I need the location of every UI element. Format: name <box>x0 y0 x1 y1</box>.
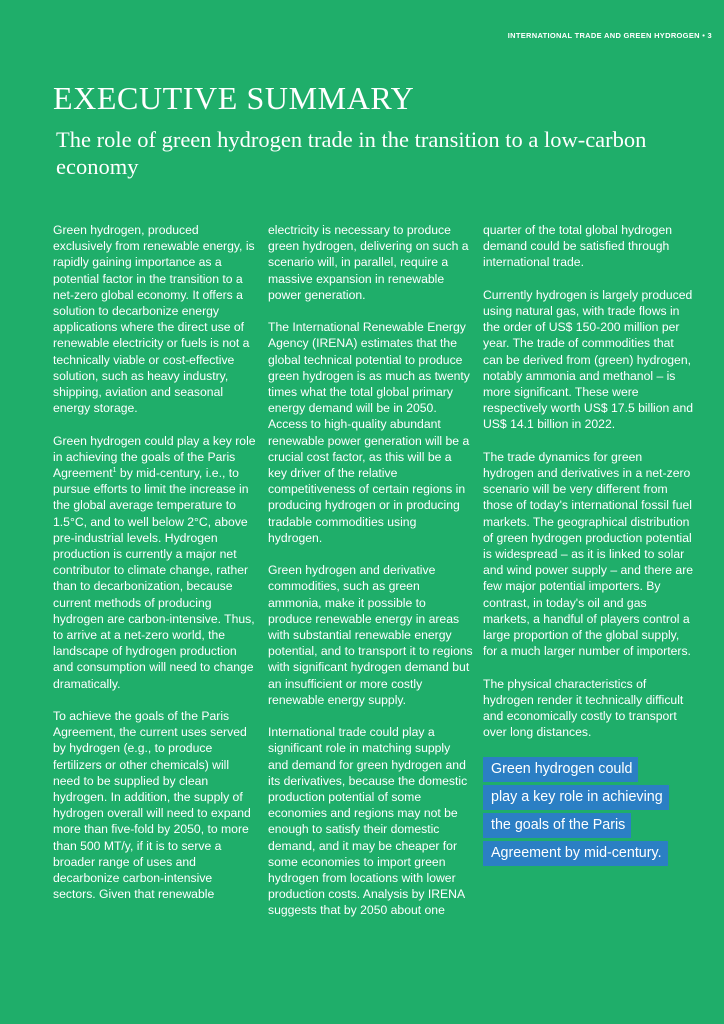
running-header: INTERNATIONAL TRADE AND GREEN HYDROGEN • 3 <box>507 31 712 40</box>
paragraph <box>53 433 258 692</box>
pull-quote-line: Agreement by mid-century. <box>483 841 668 866</box>
paragraph: International trade could play a significant role in matching supply and demand for green hydrogen and its derivatives, because the domestic production potential of some economies and regions may not be enough to satisfy their domestic demand, and it may be cheaper for some economies to import green hydrogen from locations with lower production costs. Analysis by IRENA suggests that by 2050 about one <box>268 725 468 918</box>
page-title: EXECUTIVE SUMMARY <box>53 80 415 116</box>
paragraph: Currently hydrogen is largely produced using natural gas, with trade flows in the order of US$ 150-200 million per year. The trade of commodities that can be derived from (green) hydrogen, notably ammonia and methanol – is more significant. These were respectively worth US$ 17.5 billion and US$ 14.1 billion in 2022. <box>483 287 694 432</box>
text-column-3 <box>483 222 695 869</box>
paragraph: quarter of the total global hydrogen demand could be satisfied through international trade. <box>483 223 673 270</box>
pull-quote-line: the goals of the Paris <box>483 813 631 838</box>
paragraph: To achieve the goals of the Paris Agreement, the current uses served by hydrogen (e.g., to produce fertilizers or other chemicals) will need to be supplied by clean hydrogen. In addition, the supply of hydrogen overall will need to expand more than five-fold by 2050, to more than 500 MT/y, if it is to serve a broader range of uses and decarbonize carbon-intensive sectors. Given that renewable <box>53 709 251 902</box>
text-column-1 <box>53 222 258 919</box>
pull-quote <box>483 757 695 869</box>
page-subtitle: The role of green hydrogen trade in the transition to a low-carbon economy <box>56 127 647 179</box>
paragraph-text: by mid-century, i.e., to pursue efforts to limit the increase in the global average temperature to 1.5°C, and to well below 2°C, above pre-industrial levels. Hydrogen production is currently a major net contributor to climate change, rather than to decarbonization, because current methods of producing hydrogen are carbon-intensive. Thus, to arrive at a net-zero world, the landscape of hydrogen production and consumption will need to change dramatically. <box>53 466 255 691</box>
paragraph: The physical characteristics of hydrogen render it technically difficult and economically costly to transport over long distances. <box>483 676 684 740</box>
paragraph: electricity is necessary to produce green hydrogen, delivering on such a scenario will, in parallel, require a massive expansion in renewable power generation. <box>268 223 469 302</box>
paragraph: The trade dynamics for green hydrogen and derivatives in a net-zero scenario will be very different from those of today's international fossil fuel markets. The geographical distribution of green hydrogen production potential is widespread – as it is linked to solar and wind power supply – and there are few major potential importers. By contrast, in today's oil and gas markets, a handful of players control a large proportion of the global supply, for a much larger number of importers. <box>483 449 694 659</box>
paragraph: Green hydrogen, produced exclusively from renewable energy, is rapidly gaining importance as a potential factor in the transition to a net-zero global economy. It offers a solution to decarbonize energy applications where the direct use of renewable electricity or fuels is not a technically viable or cost-effective solution, such as heavy industry, shipping, aviation and seasonal energy storage. <box>53 223 255 416</box>
paragraph: Green hydrogen and derivative commodities, such as green ammonia, make it possible to produce renewable energy in areas with substantial renewable energy potential, and to transport it to regions with significant hydrogen demand but an insufficient or more costly renewable energy supply. <box>268 563 473 707</box>
pull-quote-line: Green hydrogen could <box>483 757 638 782</box>
text-column-2 <box>268 222 473 935</box>
paragraph-text: Green hydrogen could play a key role in achieving the goals of the Paris Agreement <box>53 433 256 481</box>
paragraph: The International Renewable Energy Agency (IRENA) estimates that the global technical potential to produce green hydrogen is as much as twenty times what the total global primary energy demand will be in 2050. Access to high-quality abundant renewable power generation will be a crucial cost factor, as this will be a key driver of the relative competitiveness of certain regions in producing hydrogen or in producing tradable commodities using hydrogen. <box>268 320 470 545</box>
pull-quote-line: play a key role in achieving <box>483 785 669 810</box>
footnote-marker[interactable]: 1 <box>112 466 117 474</box>
